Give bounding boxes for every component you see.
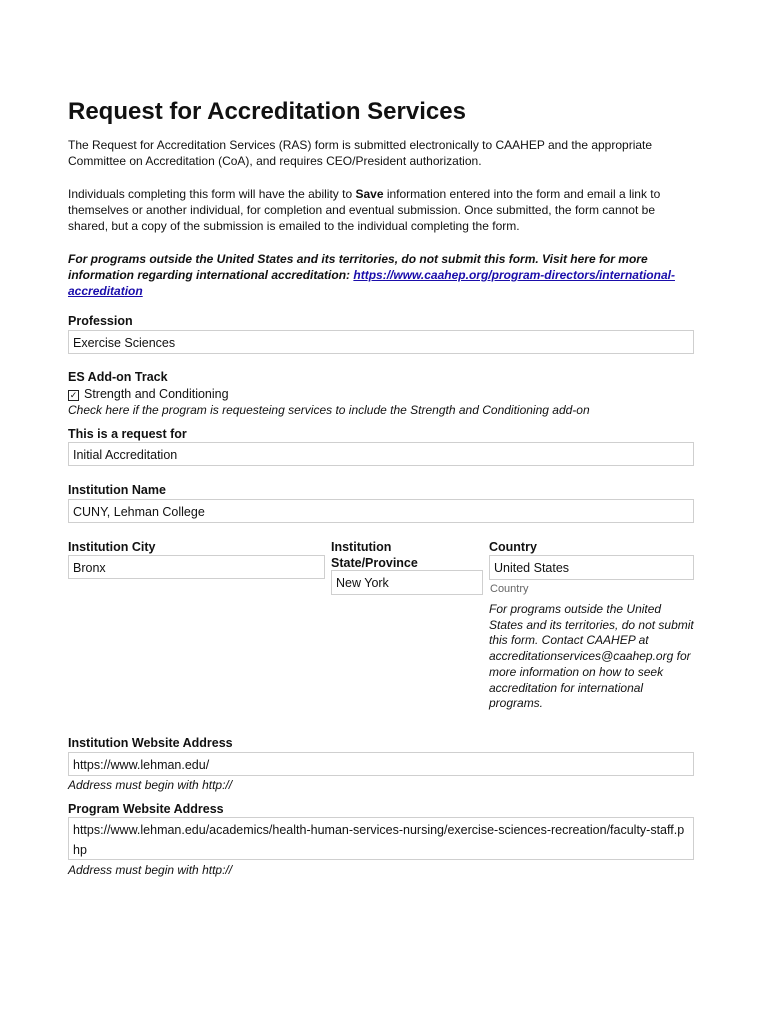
strength-conditioning-label: Strength and Conditioning: [84, 387, 229, 401]
institution-name-label: Institution Name: [68, 483, 166, 497]
country-label: Country: [489, 540, 537, 554]
profession-label: Profession: [68, 314, 133, 328]
country-international-note: For programs outside the United States and its territories, do not submit this form. Contact CAAHEP at accreditationservices@caahep.org for more information on how to seek accreditation for international programs.: [489, 602, 694, 711]
international-notice: [68, 251, 696, 299]
save-keyword: Save: [355, 187, 384, 201]
save-info-text-2: information entered into the form and email a link to themselves or another individual, for completion and eventual submission. Once submitted, the form cannot be shared, but a copy of the submission is emailed to the individual completing the form.: [68, 187, 661, 233]
save-info-text-1: Individuals completing this form will have the ability to: [68, 187, 356, 201]
institution-website-field[interactable]: https://www.lehman.edu/: [68, 752, 694, 776]
institution-name-field[interactable]: CUNY, Lehman College: [68, 499, 694, 523]
institution-state-field[interactable]: New York: [331, 570, 483, 595]
institution-website-label: Institution Website Address: [68, 736, 233, 750]
strength-conditioning-option[interactable]: [68, 386, 229, 402]
institution-city-field[interactable]: Bronx: [68, 555, 325, 579]
international-accreditation-link[interactable]: https://www.caahep.org/program-directors/international-accreditation: [68, 268, 675, 298]
request-type-label: This is a request for: [68, 427, 187, 441]
es-addon-label: ES Add-on Track: [68, 370, 168, 384]
program-website-hint: Address must begin with http://: [68, 863, 233, 877]
request-type-field[interactable]: Initial Accreditation: [68, 442, 694, 466]
intro-paragraph: The Request for Accreditation Services (RAS) form is submitted electronically to CAAHEP and the appropriate Committee on Accreditation (CoA), and requires CEO/President authorization.: [68, 138, 653, 168]
save-info-paragraph: [68, 186, 696, 234]
institution-state-label: Institution State/Province: [331, 540, 418, 570]
country-select[interactable]: United States: [489, 555, 694, 580]
program-website-label: Program Website Address: [68, 802, 224, 816]
program-website-field[interactable]: https://www.lehman.edu/academics/health-human-services-nursing/exercise-sciences-recreation/faculty-staff.php: [68, 817, 694, 860]
es-addon-help-text: Check here if the program is requesteing services to include the Strength and Conditioning add-on: [68, 403, 590, 417]
page-title: Request for Accreditation Services: [68, 98, 466, 125]
international-notice-text: For programs outside the United States and its territories, do not submit this form. Visit here for more information regarding international accreditation:: [68, 252, 648, 282]
institution-website-hint: Address must begin with http://: [68, 778, 233, 792]
checkbox-checked-icon[interactable]: ✓: [69, 390, 78, 400]
country-sublabel: Country: [490, 583, 529, 595]
institution-city-label: Institution City: [68, 540, 156, 554]
profession-field[interactable]: Exercise Sciences: [68, 330, 694, 354]
